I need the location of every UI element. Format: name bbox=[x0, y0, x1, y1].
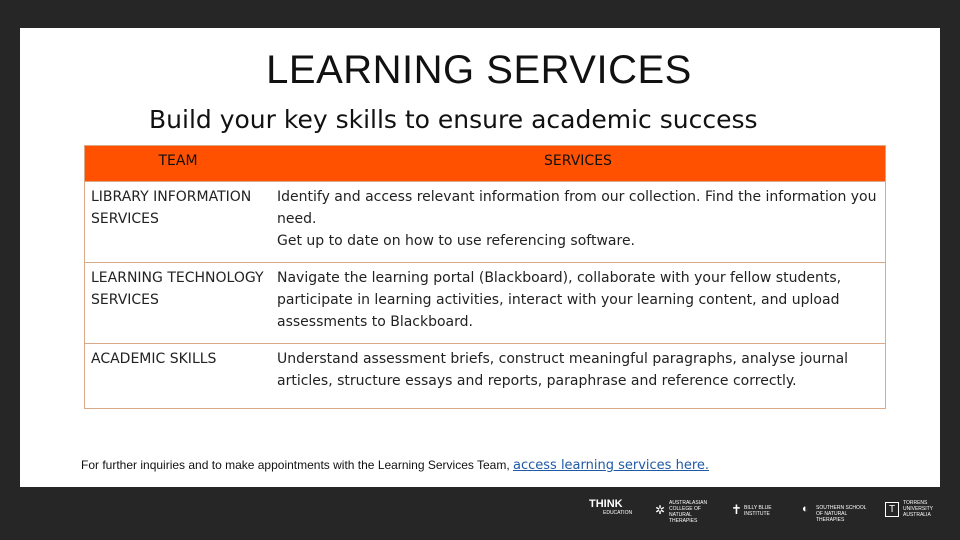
table-header-row bbox=[85, 146, 886, 182]
learning-services-link[interactable]: access learning services here. bbox=[513, 458, 710, 473]
torrens-t-icon: T bbox=[885, 502, 899, 517]
billy-blue-text: BILLY BLUE INSTITUTE bbox=[744, 505, 772, 517]
think-wordmark: THINK bbox=[589, 498, 623, 510]
team-cell: LEARNING TECHNOLOGY SERVICES bbox=[85, 263, 272, 344]
footer-text: For further inquiries and to make appointments with the Learning Services Team, bbox=[81, 458, 513, 472]
torrens-text: TORRENS UNIVERSITY AUSTRALIA bbox=[903, 500, 933, 518]
services-cell bbox=[271, 182, 886, 263]
slide-subtitle: Build your key skills to ensure academic success bbox=[149, 105, 758, 134]
service-line: Identify and access relevant information from our collection. Find the information you need. bbox=[277, 189, 877, 227]
acnt-text: AUSTRALASIAN COLLEGE OF NATURAL THERAPIES bbox=[669, 500, 708, 524]
slide bbox=[20, 28, 940, 487]
footer-note bbox=[81, 458, 709, 473]
southern-school-logo bbox=[802, 498, 874, 522]
table-row bbox=[85, 182, 886, 263]
team-cell: ACADEMIC SKILLS bbox=[85, 344, 272, 409]
team-cell: LIBRARY INFORMATION SERVICES bbox=[85, 182, 272, 263]
slide-title: LEARNING SERVICES bbox=[266, 48, 692, 92]
service-line: Understand assessment briefs, construct meaningful paragraphs, analyse journal articles, structure essays and reports, paraphrase and reference correctly. bbox=[277, 351, 849, 389]
leaf-icon: ✲ bbox=[655, 503, 666, 517]
table-row bbox=[85, 344, 886, 409]
think-sub: EDUCATION bbox=[603, 510, 633, 516]
service-line: Get up to date on how to use referencing software. bbox=[277, 233, 636, 249]
service-line: Navigate the learning portal (Blackboard), collaborate with your fellow students, participate in learning activities, interact with your learning content, and upload assessments to Blackboard. bbox=[277, 270, 842, 330]
billy-blue-logo bbox=[731, 498, 793, 522]
think-education-logo bbox=[589, 498, 632, 522]
header-team: TEAM bbox=[85, 146, 272, 182]
table-row bbox=[85, 263, 886, 344]
services-cell bbox=[271, 263, 886, 344]
services-table bbox=[84, 145, 886, 409]
southern-school-icon: ◐ bbox=[802, 503, 809, 515]
torrens-logo bbox=[885, 498, 940, 522]
services-cell bbox=[271, 344, 886, 409]
southern-school-text: SOUTHERN SCHOOL OF NATURAL THERAPIES bbox=[816, 505, 867, 523]
partner-logos bbox=[585, 498, 940, 522]
acnt-logo bbox=[655, 498, 721, 522]
header-services: SERVICES bbox=[271, 146, 886, 182]
billy-blue-icon: ✝ bbox=[731, 502, 742, 517]
